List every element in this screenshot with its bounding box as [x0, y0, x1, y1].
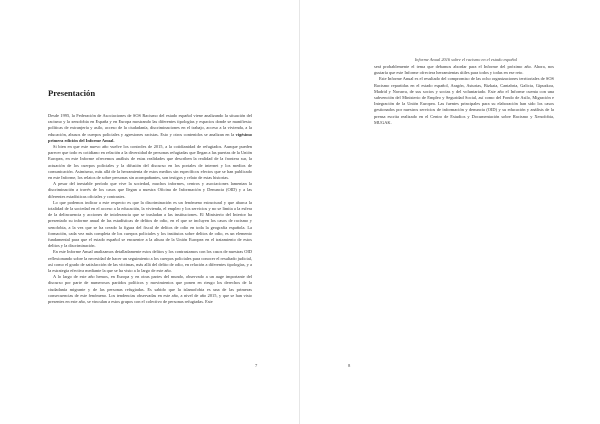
paragraph-text: Desde 1995, la Federación de Asociaciones de SOS Racismo del estado español viene analizando la situación del racismo y la xenofobia en España y en Europa mostrando las diferentes tipologías y espacios donde se manifiesta: políticas de extranjería y asilo, acceso de la ciudadanía, discriminaciones en el trabajo, acceso a la vivienda, a la educación, abusos de cuerpos policiales y agresiones racistas. Esto y otros contenidos se analizan en la	[48, 113, 252, 137]
running-head: Informe Anual 2016 sobre el racismo en el estado español	[414, 57, 518, 62]
right-page-body	[374, 64, 554, 126]
paragraph-bold-text: vigésimo primera edición del Informe Anual.	[48, 131, 252, 143]
paragraph	[48, 113, 252, 144]
paragraph: A lo largo de este año hemos, en Europa y en otras partes del mundo, observado a un auge importante del discurso por parte de numerosos partidos políticos y movimientos que ponen en riesgo los derechos de la ciudadanía migrante y de las personas refugiadas. Es sabido que la islamofobia es una de las primeras consecuencias de este fenómeno. Los tendencias observadas en este año, a nivel de año 2015, y que se han visto presentes en este año, se vinculan a estos grupos con el colectivo de personas refugiadas. Este	[48, 274, 252, 305]
paragraph: Este Informe Anual es el resultado del compromiso de las ocho organizaciones territoriales de SOS Racismo repartidas en el estado español, Aragón, Asturias, Bizkaia, Cantabria, Galicia, Gipuzkoa, Madrid y Navarra, de sus socios y socias y del voluntariado. Este año el Informe cuenta con una subvención del Ministerio de Empleo y Seguridad Social, así como del Fondo de Asilo, Migración e Integración de la Unión Europea. Las fuentes principales para su elaboración han sido los casos gestionados por nuestros servicios de información y denuncia (OID) y su educación y análisis de la prensa escrita realizado en el Centro de Estudios y Documentación sobre Racismo y Xenofobia, MUGAK.	[374, 76, 554, 125]
page-number: 7	[255, 363, 258, 368]
paragraph: Lo que podemos indicar a este respecto es que la discriminación es un fenómeno estructural y que abarca la totalidad de la sociedad en el acceso a la educación, la vivienda, el empleo y los servicios y no se limita a la esfera de la delincuencia y acciones de intolerancia que se trasladan a las instituciones. El Ministerio del Interior ha presentado su informe anual de las estadísticas de delitos de odio, en el que se incluyen los casos de racismo y xenofobia, a la vez que se ha creado la figura del fiscal de delitos de odio en toda la geografía española. La formación, cada vez más completa de los cuerpos policiales y los institutos sobre delitos de odio, es un elemento fundamental para que el estado español se encuentre a la altura de la Unión Europea en el tratamiento de estos delitos y la discriminación.	[48, 199, 252, 249]
section-title: Presentación	[48, 88, 96, 98]
page-number: 8	[348, 363, 351, 368]
paragraph: Si bien en que este nuevo año vuelve los controles de 2015, a la cotidianidad de refugiados. Aunque pueden parecer que todo es cotidiano en relación a la diversidad de personas refugiadas que llegan a las puertas de la Unión Europea, en este Informe ofrecemos análisis de estas realidades que describen la realidad de la frontera sur, la actuación de los cuerpos policiales y la difusión del discurso en los portales de internet y los medios de comunicación. Asimismo, más allá de la herramienta de estos medios sin específicos efectos que se han publicado en este Informe, los relatos de sobre personas sin acompañantes, son testigos y relato de estas historias.	[48, 144, 252, 181]
left-page-body	[48, 113, 252, 305]
paragraph: será probablemente el tema que debamos abordar para el Informe del próximo año. Ahora, nos gustaría que este Informe ofreciera herramientas útiles para todos y todas en ese reto.	[374, 64, 554, 76]
paragraph: En este Informe Anual analizamos detalladamente estos delitos y los contrastamos con los casos de nuestras OID reflexionando sobre la necesidad de hacer un seguimiento a los cuerpos policiales para conocer el resultado judicial, así como el grado de satisfacción de las víctimas, más allá del delito de odio, en relación a diferentes tipologías, y a la estrategia efectiva mediante la que se ha visto a lo largo de este año.	[48, 249, 252, 274]
right-page	[300, 0, 600, 424]
paragraph: A pesar del inestable período que vive la sociedad, muchos informes, centros y asociaciones lamentan la discriminación a través de los casos que llegan a nuestra Oficina de Información y Denuncia (OID) y a las diferentes estadísticas oficiales y contrastes.	[48, 181, 252, 199]
